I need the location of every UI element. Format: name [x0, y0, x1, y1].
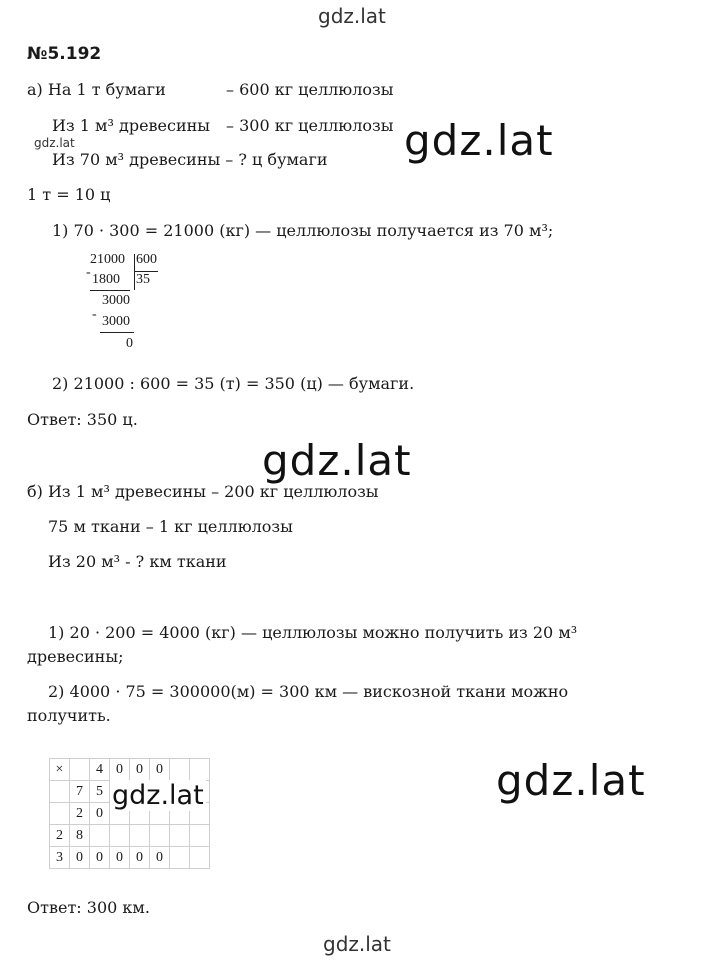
division-remainder-1: 3000: [102, 293, 130, 308]
part-b-line2: 75 м ткани – 1 кг целлюлозы: [48, 517, 293, 536]
unit-conversion: 1 т = 10 ц: [27, 185, 111, 204]
division-minus-1: -: [86, 265, 91, 280]
watermark-small: gdz.lat: [34, 136, 75, 150]
grid-cell: 0: [90, 847, 110, 869]
grid-cell: [70, 759, 90, 781]
long-division: [86, 252, 176, 354]
watermark-large-1: gdz.lat: [404, 116, 554, 165]
grid-cell: 0: [130, 847, 150, 869]
part-a-line2-value: – 300 кг целлюлозы: [226, 116, 394, 135]
division-quotient: 35: [136, 272, 150, 287]
grid-cell: [190, 759, 210, 781]
grid-cell: 3: [50, 847, 70, 869]
grid-cell: 0: [70, 847, 90, 869]
grid-cell: 0: [130, 759, 150, 781]
division-minus-2: -: [92, 307, 97, 322]
part-a-step2: 2) 21000 : 600 = 35 (т) = 350 (ц) — бумаги.: [52, 374, 415, 393]
multiplication-grid: [49, 758, 210, 869]
grid-cell: [190, 847, 210, 869]
part-b-step1-line1: 1) 20 · 200 = 4000 (кг) — целлюлозы можно получить из 20 м³: [48, 623, 578, 642]
grid-cell: [150, 825, 170, 847]
grid-row: [50, 847, 210, 869]
part-b-step2-line1: 2) 4000 · 75 = 300000(м) = 300 км — вискозной ткани можно: [48, 682, 569, 701]
grid-row: [50, 759, 210, 781]
grid-cell: 8: [70, 825, 90, 847]
problem-number: №5.192: [27, 44, 102, 64]
part-a-line3: Из 70 м³ древесины – ? ц бумаги: [52, 150, 328, 169]
division-subtract-1: 1800: [92, 272, 120, 287]
part-b-answer: Ответ: 300 км.: [27, 898, 150, 917]
grid-cell: 0: [110, 847, 130, 869]
grid-cell: [130, 825, 150, 847]
grid-cell: 0: [110, 759, 130, 781]
part-a-step1: 1) 70 · 300 = 21000 (кг) — целлюлозы получается из 70 м³;: [52, 221, 554, 240]
grid-cell: [170, 825, 190, 847]
division-dividend: 21000: [90, 252, 125, 267]
part-a-line1-value: – 600 кг целлюлозы: [226, 80, 394, 99]
division-divisor: 600: [136, 252, 157, 267]
grid-cell: [50, 781, 70, 803]
grid-cell: 5: [90, 781, 110, 803]
part-a-line1-label: а) На 1 т бумаги: [27, 80, 166, 99]
part-b-line3: Из 20 м³ - ? км ткани: [48, 552, 227, 571]
grid-cell: [170, 847, 190, 869]
part-b-line1: б) Из 1 м³ древесины – 200 кг целлюлозы: [27, 482, 379, 501]
grid-cell: 2: [50, 825, 70, 847]
watermark-large-2: gdz.lat: [262, 436, 412, 485]
division-remainder-2: 0: [126, 336, 133, 351]
division-vertical-line: [134, 254, 135, 290]
footer-watermark: gdz.lat: [323, 932, 391, 956]
division-rule-1: [90, 290, 130, 291]
grid-row: [50, 825, 210, 847]
grid-cell: 2: [70, 803, 90, 825]
watermark-large-3: gdz.lat: [496, 756, 646, 805]
part-b-step2-line2: получить.: [27, 706, 111, 725]
grid-cell: [50, 803, 70, 825]
header-watermark: gdz.lat: [318, 4, 386, 28]
division-rule-2: [100, 332, 134, 333]
grid-cell: [170, 759, 190, 781]
division-subtract-2: 3000: [102, 314, 130, 329]
grid-cell: [110, 825, 130, 847]
part-a-answer: Ответ: 350 ц.: [27, 410, 138, 429]
part-b-step1-line2: древесины;: [27, 647, 124, 666]
grid-cell: [90, 825, 110, 847]
grid-cell: 4: [90, 759, 110, 781]
grid-cell: ×: [50, 759, 70, 781]
watermark-overlay: gdz.lat: [112, 780, 204, 811]
part-a-line2-label: Из 1 м³ древесины: [52, 116, 211, 135]
grid-cell: 7: [70, 781, 90, 803]
grid-cell: [190, 825, 210, 847]
grid-cell: 0: [150, 759, 170, 781]
grid-cell: 0: [90, 803, 110, 825]
grid-cell: 0: [150, 847, 170, 869]
